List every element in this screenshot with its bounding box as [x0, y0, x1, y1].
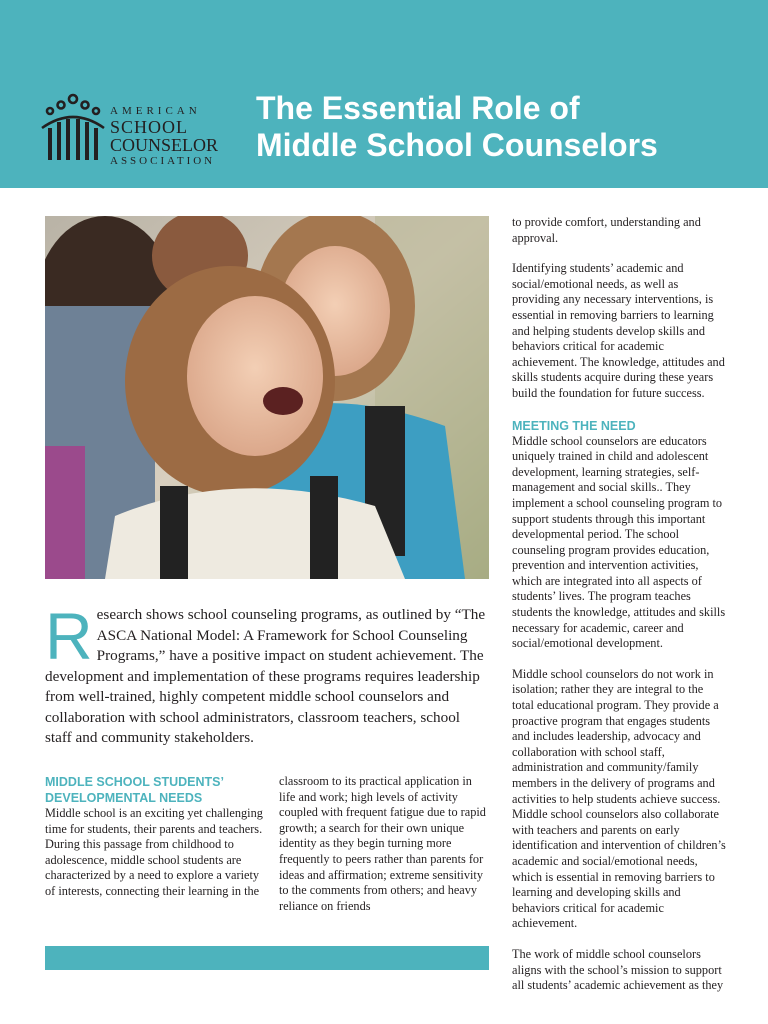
column-3-paragraph-5: The work of middle school counselors aligns with the school’s mission to support all students’ academic achievement as they	[512, 946, 724, 993]
logo-line-4: ASSOCIATION	[110, 155, 216, 167]
column-2-text: classroom to its practical application in life and work; high levels of activity coupled with frequent fatigue due to rapid growth; a search for their own unique identity as they begin turning more frequently to peers rather than parents for ideas and affirmation; extreme sensitivity to the comments from others; and heavy reliance on friends	[279, 774, 486, 913]
asca-logo-icon	[40, 92, 106, 164]
column-3-paragraph-4: Middle school counselors do not work in isolation; rather they are integral to the total educational program. They provide a proactive program that engages students and includes leadership, advocacy and collaboration with school staff, administration and community/family members in the delivery of programs and activities to help students achieve success. Middle school counselors also collaborate with teachers and parents on early identification and intervention of children’s academic and social/emotional needs, which is essential in removing barriers to learning and developing skills and behaviors critical for academic achievement.	[512, 666, 726, 931]
column-3	[512, 215, 726, 994]
intro-text: esearch shows school counseling programs, as outlined by “The ASCA National Model: A Framework for School Counseling Programs,” have a positive impact on student achievement. The development and implementation of these programs requires leadership from well-trained, highly competent middle school counselors and collaboration with school administrators, classroom teachers, school staff and community stakeholders.	[45, 606, 486, 746]
title-line-1: The Essential Role of	[256, 90, 580, 126]
photo-of-laughing-students-icon	[45, 216, 489, 579]
drop-cap: R	[45, 599, 93, 673]
column-3-paragraph-3: Middle school counselors are educators uniquely trained in child and adolescent development, learning strategies, self-management and social skills.. They implement a school counseling program to support students through this important developmental period. The school counseling program provides education, prevention and intervention activities, which are integrated into all aspects of students’ lives. The program teaches students the knowledge, attitudes and skills necessary for academic, career and social/emotional development.	[512, 433, 726, 651]
section-heading-meeting-the-need: MEETING THE NEED	[512, 418, 636, 433]
column-3-paragraph-2: Identifying students’ academic and social/emotional needs, as well as providing any necessary interventions, is essential in removing barriers to learning and helping students develop skills and behaviors critical for academic achievement. The knowledge, attitudes and skills students acquire during these years build the foundation for future success.	[512, 261, 725, 400]
column-2	[279, 774, 489, 914]
title-line-2: Middle School Counselors	[256, 127, 658, 163]
page-title	[256, 90, 756, 164]
column-1-text: Middle school is an exciting yet challenging time for students, their parents and teachers. During this passage from childhood to adolescence, middle school students are characterized by a need to explore a variety of interests, connecting their learning in the	[45, 806, 263, 898]
intro-paragraph	[45, 599, 490, 749]
header-banner	[0, 0, 768, 188]
logo-line-1: AMERICAN	[110, 105, 201, 117]
students-photo	[45, 216, 489, 579]
footer-accent-bar	[45, 946, 489, 970]
column-3-paragraph-1: to provide comfort, understanding and approval.	[512, 215, 701, 245]
logo-line-3: COUNSELOR	[110, 135, 219, 155]
logo-line-2: SCHOOL	[110, 117, 189, 137]
column-1	[45, 774, 265, 900]
section-heading-developmental-needs: MIDDLE SCHOOL STUDENTS’ DEVELOPMENTAL NEEDS	[45, 775, 224, 805]
asca-logo	[40, 92, 230, 172]
logo-wordmark	[110, 106, 218, 167]
